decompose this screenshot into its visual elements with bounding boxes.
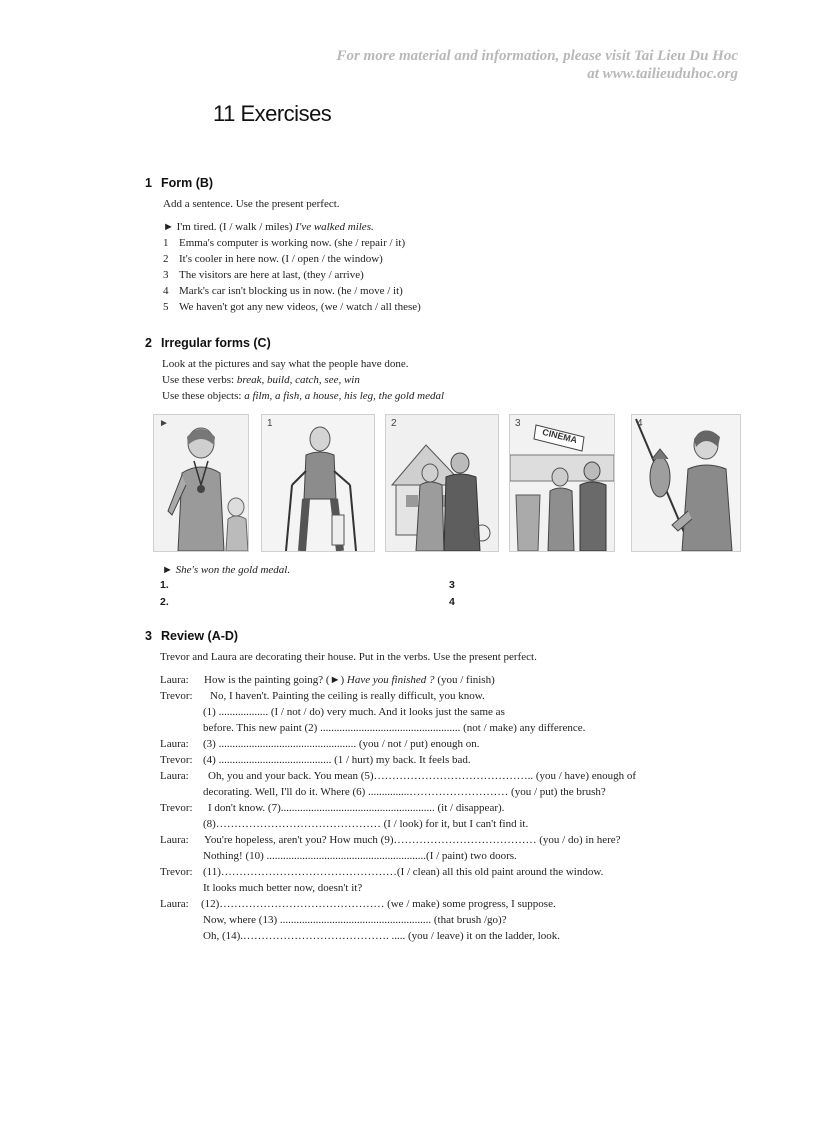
section-3-instruction: Trevor and Laura are decorating their house. Put in the verbs. Use the present perfect.: [160, 651, 537, 663]
dialogue-line: Laura: Oh, you and your back. You mean (5)…………………………………….. (you / have) enough of: [160, 770, 637, 782]
example-prompt: ► I'm tired. (I / walk / miles): [163, 221, 293, 233]
list-item: 1 Emma's computer is working now. (she / repair / it): [163, 237, 406, 249]
section-1-heading: [145, 176, 213, 190]
dialogue-line: Trevor: No, I haven't. Painting the ceiling is really difficult, you know.: [160, 690, 485, 702]
section-3-number: 3: [145, 629, 152, 643]
list-item: 3 The visitors are here at last, (they / arrive): [163, 269, 364, 281]
dialogue-line: Oh, (14).…………………………………. ..... (you / leave) it on the ladder, look.: [203, 930, 561, 942]
answer-label-2: 2.: [160, 596, 169, 608]
section-1-title: Form (B): [161, 176, 214, 190]
picture-label: 1: [267, 418, 273, 429]
section-2-title: Irregular forms (C): [161, 336, 271, 350]
picture-2: [385, 414, 499, 552]
medal-winner-illustration: [154, 415, 248, 551]
cinema-sign: CINEMA: [541, 426, 579, 446]
list-item: 2 It's cooler in here now. (I / open / the window): [163, 253, 383, 265]
picture-1: [261, 414, 375, 552]
section-2-example: ► She's won the gold medal.: [162, 564, 291, 576]
dialogue-line: Laura: (12)……………………………………… (we / make) some progress, I suppose.: [160, 898, 556, 910]
list-item: 4 Mark's car isn't blocking us in now. (he / move / it): [163, 285, 403, 297]
dialogue-line: (1) .................. (I / not / do) very much. And it looks just the same as: [203, 706, 505, 718]
dialogue-line: It looks much better now, doesn't it?: [203, 882, 363, 894]
dialogue-line: Trevor: (11)…………………………………………(I / clean) all this old paint around the window.: [160, 866, 604, 878]
answer-label-3: 3: [449, 579, 455, 591]
dialogue-line: Trevor: I don't know. (7)........................................................ (it / disappear).: [160, 802, 505, 814]
page-title: 11 Exercises: [213, 101, 332, 126]
watermark-line-2: at www.tailieuduhoc.org: [587, 66, 738, 82]
answer-label-4: 4: [449, 596, 455, 608]
watermark-line-1: For more material and information, please visit Tai Lieu Du Hoc: [336, 48, 738, 64]
answer-label-1: 1.: [160, 579, 169, 591]
picture-example: [153, 414, 249, 552]
section-2-instruction: Look at the pictures and say what the people have done.: [162, 358, 409, 370]
picture-3: [509, 414, 615, 552]
dialogue-line: (8)……………………………………… (I / look) for it, but I can't find it.: [203, 818, 529, 830]
picture-strip: [153, 414, 739, 550]
dialogue-line: Laura: How is the painting going? (►) Have you finished ? (you / finish): [160, 674, 495, 686]
dialogue-line: decorating. Well, I'll do it. Where (6) ...............……………………… (you / put) the brush?: [203, 786, 606, 798]
picture-label: 2: [391, 418, 397, 429]
site-watermark: [336, 47, 738, 83]
section-1-instruction: Add a sentence. Use the present perfect.: [163, 198, 340, 210]
list-item: 5 We haven't got any new videos, (we / watch / all these): [163, 301, 421, 313]
dialogue-line: Laura: (3) .................................................. (you / not / put) enough on.: [160, 738, 480, 750]
section-3-heading: [145, 629, 238, 643]
picture-label: 3: [515, 418, 521, 429]
section-2-objects: Use these objects: a film, a fish, a house, his leg, the gold medal: [162, 390, 445, 402]
new-house-illustration: [386, 415, 498, 551]
section-2-number: 2: [145, 336, 152, 350]
picture-label: ►: [159, 418, 169, 429]
dialogue-line: before. This new paint (2) ................................................... (not / make) any difference.: [203, 722, 586, 734]
section-2-verbs: Use these verbs: break, build, catch, see, win: [162, 374, 360, 386]
dialogue-line: Now, where (13) ....................................................... (that brush /go)?: [203, 914, 507, 926]
example-answer: I've walked miles.: [295, 221, 374, 233]
caught-fish-illustration: [632, 415, 740, 551]
section-3-title: Review (A-D): [161, 629, 239, 643]
section-1-example: [163, 220, 374, 234]
section-1-number: 1: [145, 176, 152, 190]
section-2-heading: [145, 336, 271, 350]
dialogue-line: Nothing! (10) ..........................................................(I / paint) two doors.: [203, 850, 517, 862]
picture-label: 4: [637, 418, 643, 429]
dialogue-line: Laura: You're hopeless, aren't you? How much (9)………………………………… (you / do) in here?: [160, 834, 621, 846]
broken-leg-illustration: [262, 415, 374, 551]
dialogue-line: Trevor: (4) ......................................... (1 / hurt) my back. It feels bad.: [160, 754, 471, 766]
picture-4: [631, 414, 741, 552]
